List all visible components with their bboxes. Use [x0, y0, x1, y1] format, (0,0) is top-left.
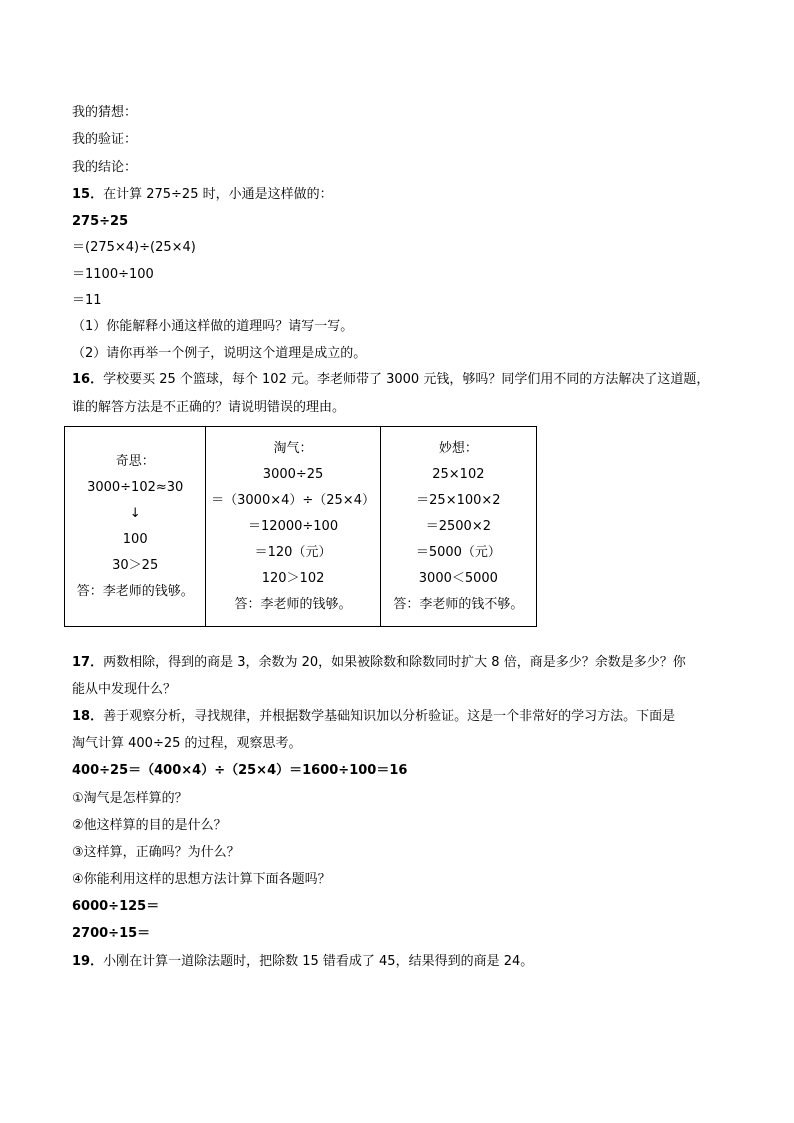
question-16-text: 学校要买 25 个篮球，每个 102 元。李老师带了 3000 元钱，够吗？同学们用不同的方法解决了这道题， [103, 372, 710, 387]
qisi-line: 奇思： [115, 453, 155, 469]
guess-line: 我的猜想： [72, 105, 138, 120]
q15-step-1: 275÷25 [72, 214, 129, 229]
question-16-number: 16． [72, 372, 104, 387]
conclusion-line: 我的结论： [72, 160, 138, 175]
qisi-line: 3000÷102≈30 [87, 479, 184, 495]
q15-sub-2: （2）请你再举一个例子，说明这个道理是成立的。 [72, 346, 367, 361]
q18-item-2: ②他这样算的目的是什么？ [72, 818, 227, 833]
answers-table [64, 426, 537, 627]
taoqi-line: ＝120（元） [254, 544, 332, 560]
taoqi-line: ＝（3000×4）÷（25×4） [211, 492, 375, 508]
qisi-arrow: ↓ [129, 505, 141, 521]
qisi-line: 100 [122, 531, 148, 547]
answer-qisi [65, 427, 206, 627]
taoqi-line: 淘气： [273, 440, 313, 456]
miaoxiang-answer: 答：李老师的钱不够。 [393, 596, 524, 612]
taoqi-line: 120＞102 [261, 570, 325, 586]
miaoxiang-line: 3000＜5000 [418, 570, 498, 586]
q18-exercise-2: 2700÷15＝ [72, 926, 151, 941]
q18-formula: 400÷25＝（400×4）÷（25×4）＝1600÷100＝16 [72, 763, 408, 778]
question-15-text: 在计算 275÷25 时，小通是这样做的： [103, 187, 333, 202]
taoqi-line: 3000÷25 [262, 466, 324, 482]
q18-item-1: ①淘气是怎样算的？ [72, 791, 188, 806]
qisi-line: 30＞25 [112, 557, 159, 573]
question-15 [72, 186, 333, 204]
question-16-line-2: 谁的解答方法是不正确的？请说明错误的理由。 [72, 400, 346, 415]
taoqi-answer: 答：李老师的钱够。 [234, 596, 352, 612]
question-17-line-2: 能从中发现什么？ [72, 682, 177, 697]
q15-step-4: ＝11 [72, 293, 102, 308]
q18-exercise-1: 6000÷125＝ [72, 899, 160, 914]
miaoxiang-line: 25×102 [432, 466, 485, 482]
taoqi-line: ＝12000÷100 [248, 518, 339, 534]
question-17-text: 两数相除，得到的商是 3，余数为 20，如果被除数和除数同时扩大 8 倍，商是多少？余数是多少？你 [103, 655, 686, 670]
q18-item-4: ④你能利用这样的思想方法计算下面各题吗？ [72, 872, 331, 887]
question-19 [72, 953, 533, 971]
question-18-number: 18． [72, 709, 104, 724]
question-17-line-1 [72, 654, 686, 672]
question-19-number: 19． [72, 954, 104, 969]
question-15-number: 15． [72, 187, 104, 202]
question-18-line-1 [72, 708, 675, 726]
question-18-line-2: 淘气计算 400÷25 的过程，观察思考。 [72, 736, 302, 751]
question-19-text: 小刚在计算一道除法题时，把除数 15 错看成了 45，结果得到的商是 24。 [103, 954, 534, 969]
miaoxiang-line: ＝25×100×2 [416, 492, 501, 508]
question-16-line-1 [72, 371, 709, 389]
qisi-answer: 答：李老师的钱够。 [76, 583, 194, 599]
q15-step-2: ＝(275×4)÷(25×4) [72, 240, 196, 255]
answer-taoqi [206, 427, 380, 627]
question-17-number: 17． [72, 655, 104, 670]
q18-item-3: ③这样算，正确吗？为什么？ [72, 845, 240, 860]
miaoxiang-line: 妙想： [438, 440, 478, 456]
verify-line: 我的验证： [72, 132, 138, 147]
q15-step-3: ＝1100÷100 [72, 267, 154, 282]
miaoxiang-line: ＝2500×2 [425, 518, 491, 534]
miaoxiang-line: ＝5000（元） [415, 544, 501, 560]
q15-sub-1: （1）你能解释小通这样做的道理吗？请写一写。 [72, 319, 354, 334]
question-18-text: 善于观察分析，寻找规律，并根据数学基础知识加以分析验证。这是一个非常好的学习方法。下面是 [103, 709, 676, 724]
answer-miaoxiang [380, 427, 536, 627]
